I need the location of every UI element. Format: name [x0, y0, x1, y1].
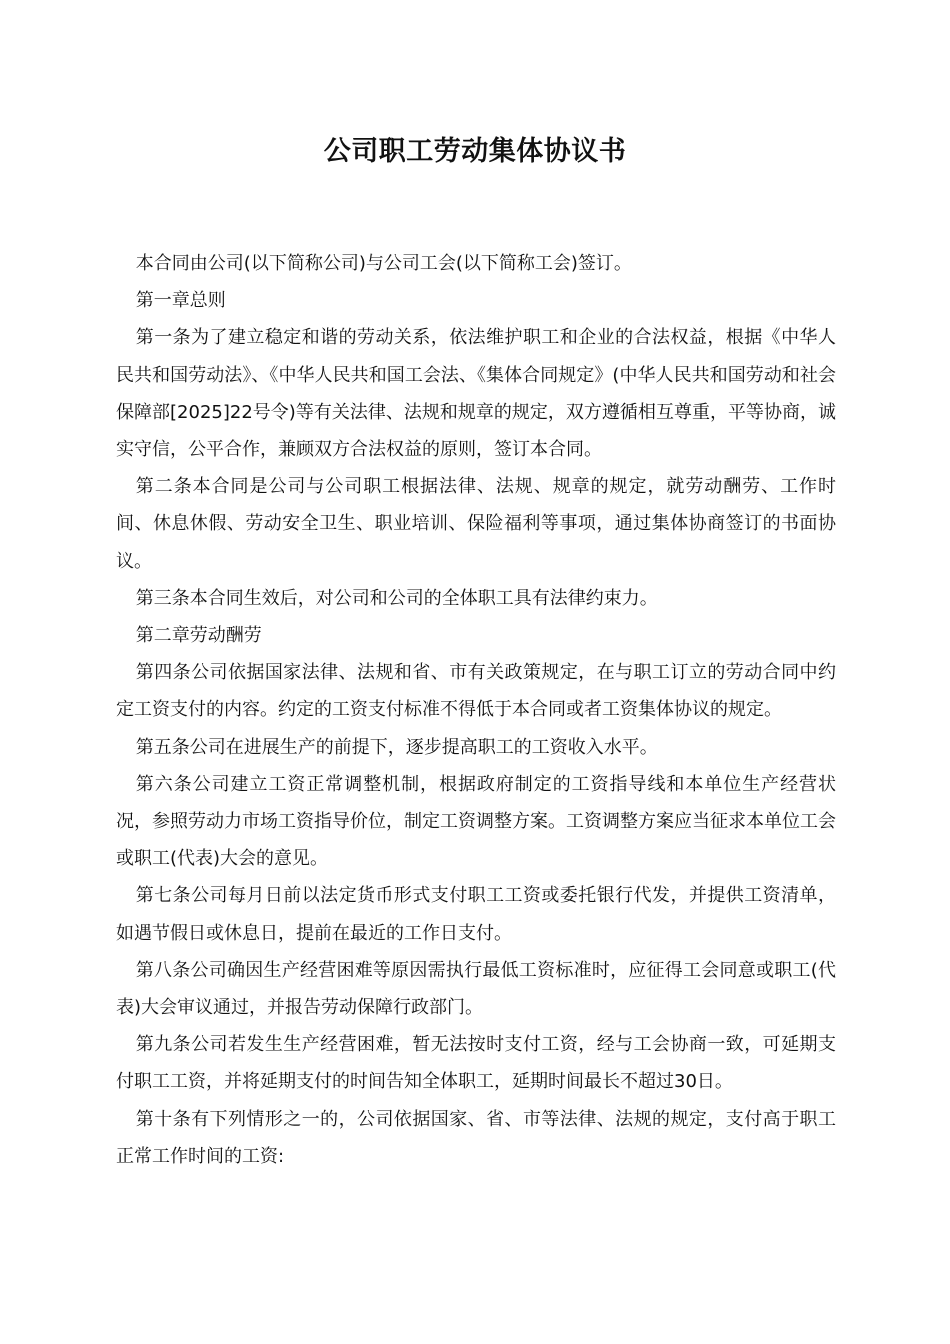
article-5: 第五条公司在进展生产的前提下，逐步提高职工的工资收入水平。 — [135, 736, 658, 758]
article-3: 第三条本合同生效后，对公司和公司的全体职工具有法律约束力。 — [135, 587, 658, 609]
article-1: 第一条为了建立稳定和谐的劳动关系，依法维护职工和企业的合法权益，根据《中华人民共和国劳动法》、《中华人民共和国工会法、《集体合同规定》(中华人民共和国劳动和社会保障部[2025]22号令)等有关法律、法规和规章的规定，双方遵循相互尊重，平等协商，诚实守信，公平合作，兼顾双方合法权益的原则，签订本合同。 — [116, 327, 836, 461]
article-10: 第十条有下列情形之一的，公司依据国家、省、市等法律、法规的规定，支付高于职工正常工作时间的工资: — [116, 1108, 836, 1167]
article-9: 第九条公司若发生生产经营困难，暂无法按时支付工资，经与工会协商一致，可延期支付职工工资，并将延期支付的时间告知全体职工，延期时间最长不超过30日。 — [116, 1034, 836, 1093]
paragraph-intro: 本合同由公司(以下简称公司)与公司工会(以下简称工会)签订。 — [135, 253, 632, 274]
article-4: 第四条公司依据国家法律、法规和省、市有关政策规定，在与职工订立的劳动合同中约定工资支付的内容。约定的工资支付标准不得低于本合同或者工资集体协议的规定。 — [116, 662, 836, 721]
document-body — [116, 245, 836, 1175]
article-6: 第六条公司建立工资正常调整机制，根据政府制定的工资指导线和本单位生产经营状况，参照劳动力市场工资指导价位，制定工资调整方案。工资调整方案应当征求本单位工会或职工(代表)大会的意见。 — [116, 773, 836, 870]
document-title: 公司职工劳动集体协议书 — [323, 136, 627, 167]
article-2: 第二条本合同是公司与公司职工根据法律、法规、规章的规定，就劳动酬劳、工作时间、休息休假、劳动安全卫生、职业培训、保险福利等事项，通过集体协商签订的书面协议。 — [116, 476, 836, 572]
chapter-heading-1: 第一章总则 — [135, 290, 226, 312]
chapter-heading-2: 第二章劳动酬劳 — [135, 625, 262, 647]
article-8: 第八条公司确因生产经营困难等原因需执行最低工资标准时，应征得工会同意或职工(代表)大会审议通过，并报告劳动保障行政部门。 — [116, 959, 836, 1019]
article-7: 第七条公司每月日前以法定货币形式支付职工工资或委托银行代发，并提供工资清单，如遇节假日或休息日，提前在最近的工作日支付。 — [116, 885, 836, 944]
